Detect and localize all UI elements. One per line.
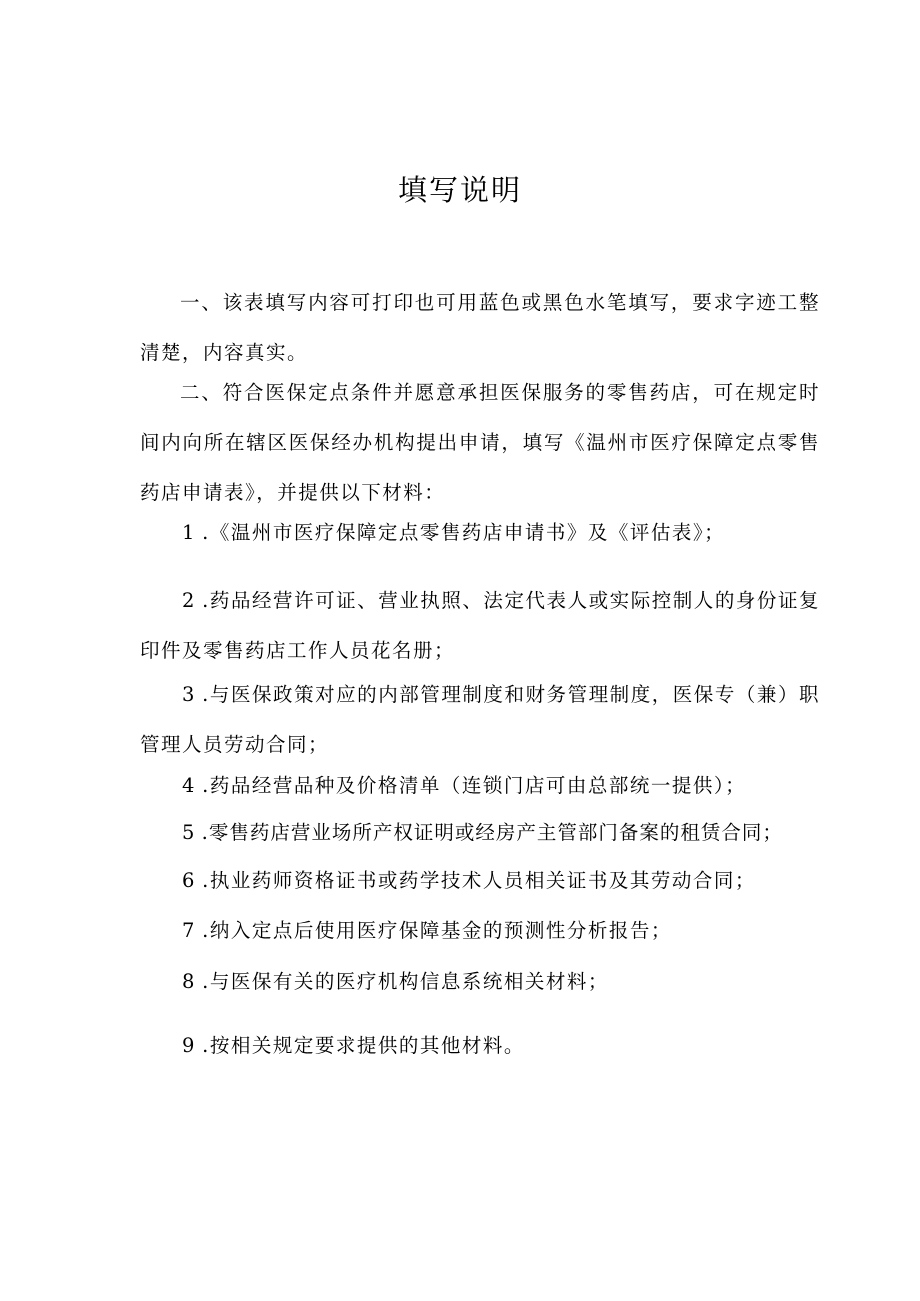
list-item-7 xyxy=(140,906,820,956)
paragraph-2: 二、符合医保定点条件并愿意承担医保服务的零售药店，可在规定时间内向所在辖区医保经办机构提出申请，填写《温州市医疗保障定点零售药店申请表》，并提供以下材料： xyxy=(140,381,820,504)
list-item-number: 9 xyxy=(182,1034,195,1057)
list-item-text: .执业药师资格证书或药学技术人员相关证书及其劳动合同； xyxy=(202,869,756,892)
list-item-text: .纳入定点后使用医疗保障基金的预测性分析报告； xyxy=(202,919,672,942)
list-item-6 xyxy=(140,856,820,906)
paragraph-1: 一、该表填写内容可打印也可用蓝色或黑色水笔填写，要求字迹工整清楚，内容真实。 xyxy=(140,291,820,364)
list-item-2 xyxy=(140,576,820,676)
list-item-3 xyxy=(140,670,820,770)
list-item-number: 6 xyxy=(182,869,195,892)
list-item-number: 2 xyxy=(182,589,195,612)
list-item-4 xyxy=(140,761,820,811)
list-item-text: .与医保政策对应的内部管理制度和财务管理制度，医保专（兼）职管理人员劳动合同； xyxy=(140,683,821,756)
list-item-text: .药品经营许可证、营业执照、法定代表人或实际控制人的身份证复印件及零售药店工作人员花名册； xyxy=(140,589,821,662)
list-item-number: 1 xyxy=(182,521,195,544)
list-item-text: .按相关规定要求提供的其他材料。 xyxy=(202,1034,525,1057)
list-item-number: 8 xyxy=(182,970,195,993)
list-item-text: .《温州市医疗保障定点零售药店申请书》及《评估表》； xyxy=(202,521,726,544)
list-item-5 xyxy=(140,808,820,858)
list-item-number: 4 xyxy=(182,774,195,797)
page-title: 填写说明 xyxy=(397,173,522,207)
list-item-9 xyxy=(140,1021,820,1071)
list-item-number: 5 xyxy=(182,821,195,844)
list-item-8 xyxy=(140,957,820,1007)
list-item-number: 7 xyxy=(182,919,195,942)
list-item-number: 3 xyxy=(182,683,195,706)
list-item-text: .零售药店营业场所产权证明或经房产主管部门备案的租赁合同； xyxy=(201,821,783,844)
list-item-text: .与医保有关的医疗机构信息系统相关材料； xyxy=(202,970,609,993)
list-item-1 xyxy=(140,508,820,558)
list-item-text: .药品经营品种及价格清单（连锁门店可由总部统一提供）； xyxy=(202,774,747,797)
